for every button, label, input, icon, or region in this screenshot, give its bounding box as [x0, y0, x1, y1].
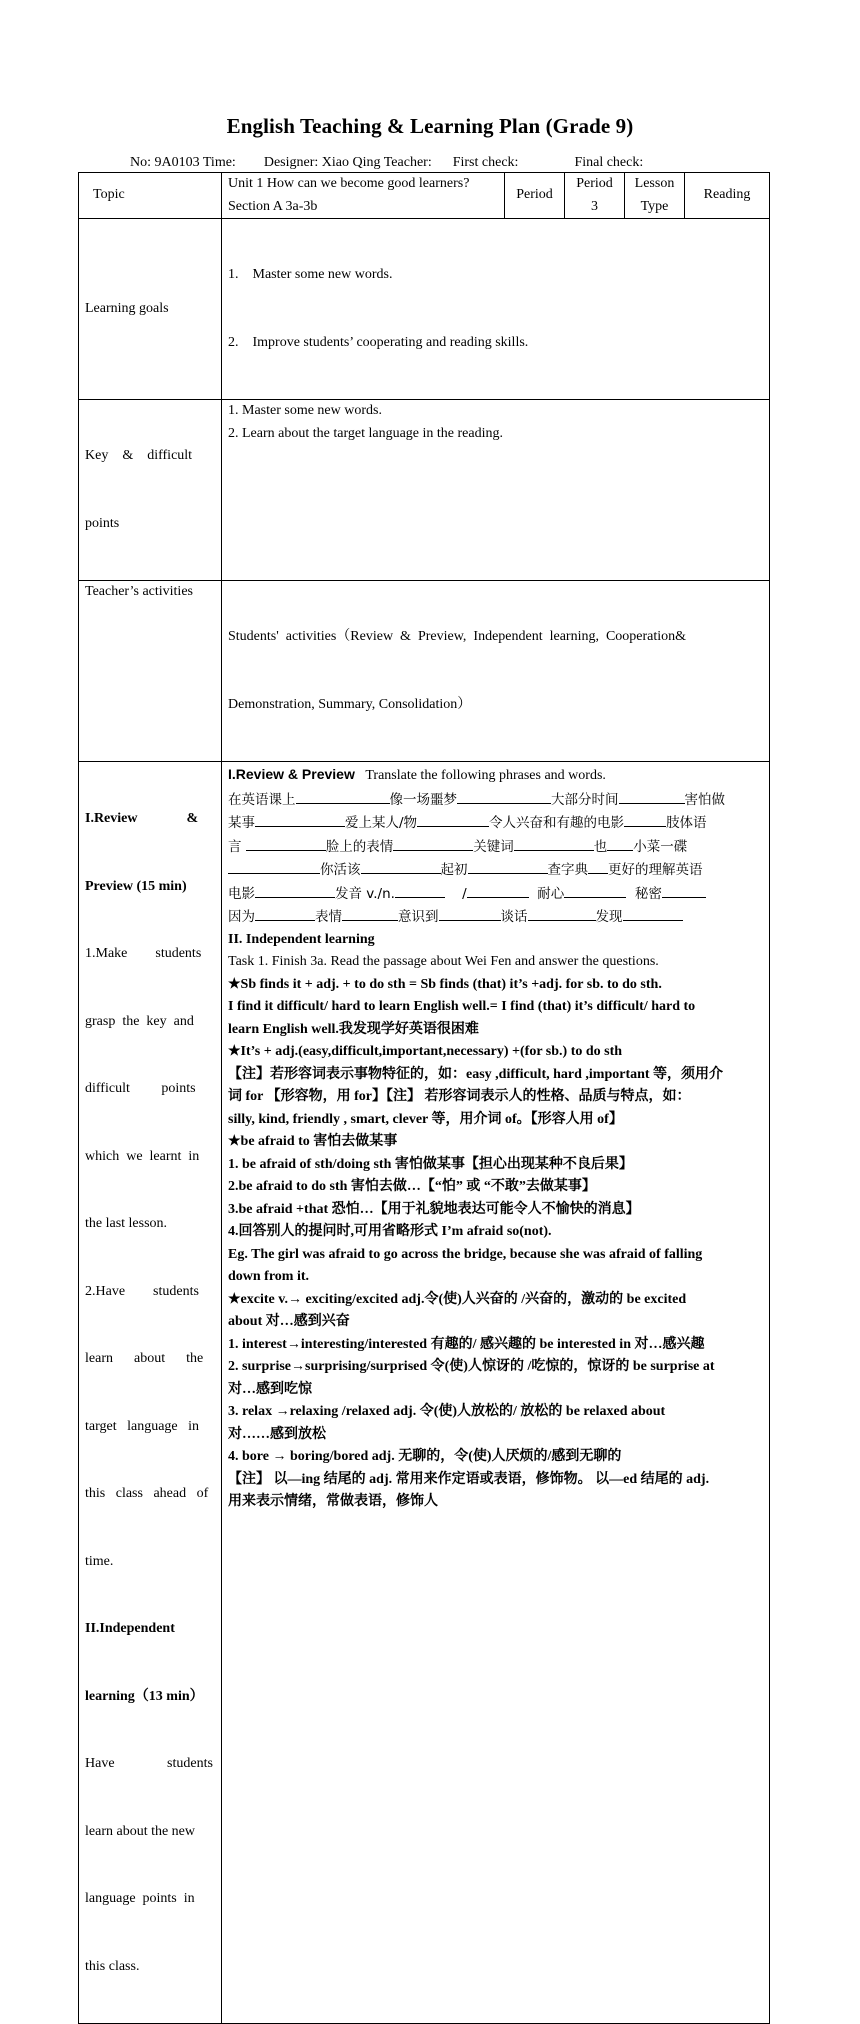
left-line: time. — [85, 1553, 114, 1569]
left-line: grasp the key and — [85, 1013, 194, 1029]
review-heading-line-2: Preview (15 min) — [85, 878, 187, 894]
answer-blank[interactable] — [417, 811, 489, 827]
phrase: 起初 — [440, 862, 468, 878]
phrase: 肢体语 — [666, 815, 707, 831]
phrase: 爱上某人/物 — [345, 815, 418, 831]
answer-blank[interactable] — [246, 835, 326, 851]
topic-row — [79, 173, 770, 219]
note-line: 4.回答别人的提问时,可用省略形式 I’m afraid so(not). — [228, 1224, 552, 1239]
key-point-item: 2. Learn about the target language in the reading. — [228, 425, 503, 441]
note-line: 3.be afraid +that 恐怕…【用于礼貌地表达可能令人不愉快的消息】 — [228, 1201, 640, 1217]
phrase: 言 — [228, 838, 242, 855]
meta-designer: Designer: Xiao Qing — [263, 155, 381, 170]
learning-goals-content — [222, 219, 770, 400]
review-line — [228, 763, 763, 788]
activities-header-row — [79, 581, 770, 762]
phrase: 在英语课上 — [228, 791, 296, 808]
answer-blank[interactable] — [255, 882, 335, 898]
key-points-content — [222, 400, 770, 581]
left-line: learn about the — [85, 1351, 204, 1366]
students-activities-column — [222, 762, 770, 2024]
phrase: 意识到 — [398, 909, 439, 925]
learning-goals-row — [79, 219, 770, 400]
note-line: 【注】若形容词表示事物特征的，如：easy ,difficult, hard ,important 等，须用介 — [228, 1066, 724, 1082]
period-value-line-1: Period — [576, 176, 613, 191]
phrase: 秘密 — [634, 885, 662, 902]
phrase: 因为 — [228, 909, 255, 925]
phrase: 像一场噩梦 — [389, 791, 457, 808]
phrase: 害怕做 — [684, 791, 725, 808]
answer-blank[interactable] — [361, 858, 441, 874]
note-line: 1. be afraid of sth/doing sth 害怕做某事【担心出现某种不良后果】 — [228, 1156, 633, 1172]
phrase: 小菜一碟 — [633, 838, 688, 855]
phrase: 也 — [593, 838, 608, 855]
note-line: learn English well.我发现学好英语很困难 — [228, 1021, 479, 1037]
phrase: 更好的理解英语 — [608, 862, 703, 878]
note-line: 对…感到吃惊 — [228, 1381, 312, 1397]
phrase: / — [462, 885, 467, 902]
meta-teacher: Teacher: — [383, 155, 432, 170]
meta-first-check: First check: — [452, 155, 519, 170]
phrase: 大部分时间 — [551, 791, 619, 808]
phrase-line — [228, 788, 763, 812]
topic-value — [222, 173, 505, 219]
meta-time: Time: — [202, 155, 236, 170]
key-points-label-line-2: points — [85, 515, 120, 531]
note-line: I find it difficult/ hard to learn English well.= I find (that) it’s difficult/ hard to — [228, 999, 696, 1014]
independent-heading-line-1: II.Independent — [85, 1621, 175, 1636]
left-line: 2.Have students — [85, 1283, 199, 1299]
phrase: 某事 — [228, 815, 255, 831]
left-line: target language in — [85, 1418, 200, 1434]
answer-blank[interactable] — [662, 882, 706, 898]
answer-blank[interactable] — [607, 835, 633, 851]
lesson-plan-table — [78, 172, 770, 2024]
phrase: 脸上的表情 — [325, 838, 394, 855]
left-line: this class. — [85, 1958, 140, 1974]
phrase-line — [228, 811, 763, 835]
phrase: 谈话 — [500, 909, 528, 925]
main-content-row — [79, 762, 770, 2024]
period-label: Period — [505, 173, 565, 219]
note-line: silly, kind, friendly , smart, clever 等，用介词 of。【形容人用 of】 — [228, 1111, 623, 1127]
answer-blank[interactable] — [439, 905, 501, 921]
phrase-line — [228, 882, 763, 906]
note-line: 词 for 【形容物，用 for】【注】 若形容词表示人的性格、品质与特点，如： — [228, 1089, 691, 1104]
answer-blank[interactable] — [564, 882, 626, 898]
task-1: Task 1. Finish 3a. Read the passage about Wei Fen and answer the questions. — [228, 954, 659, 969]
note-line: 3. relax →relaxing /relaxed adj. 令(使)人放松的/ 放松的 be relaxed about — [228, 1404, 666, 1419]
independent-learning-heading: II. Independent learning — [228, 931, 375, 947]
note-line: 对……感到放松 — [228, 1426, 326, 1442]
period-value-line-2: 3 — [591, 198, 598, 214]
phrase-line — [228, 905, 763, 929]
left-line: difficult points — [85, 1081, 196, 1096]
phrase: 令人兴奋和有趣的电影 — [489, 815, 625, 831]
lesson-type-line-1: Lesson — [634, 176, 675, 191]
phrase: 你活该 — [320, 862, 361, 878]
review-preview-heading: I.Review & Preview — [228, 766, 355, 782]
left-line: language points in — [85, 1891, 195, 1906]
phrase: 表情 — [315, 909, 342, 925]
left-line: this class ahead of — [85, 1486, 209, 1501]
key-point-item: 1. Master some new words. — [228, 403, 382, 418]
answer-blank[interactable] — [228, 858, 320, 874]
answer-blank[interactable] — [514, 835, 594, 851]
key-points-row — [79, 400, 770, 581]
review-instruction: Translate the following phrases and words. — [365, 768, 606, 783]
answer-blank[interactable] — [255, 811, 345, 827]
meta-no: No: 9A0103 — [130, 155, 200, 170]
note-line: 4. bore → boring/bored adj. 无聊的，令(使)人厌烦的/感到无聊的 — [228, 1449, 622, 1464]
key-points-label — [79, 400, 222, 581]
note-line: about 对…感到兴奋 — [228, 1314, 350, 1329]
lesson-type-value: Reading — [685, 173, 770, 219]
key-points-label-line-1: Key & difficult — [85, 448, 193, 463]
answer-blank[interactable] — [395, 882, 445, 898]
answer-blank[interactable] — [468, 858, 548, 874]
note-line: 【注】 以—ing 结尾的 adj. 常用来作定语或表语，修饰物。 以—ed 结尾的 adj. — [228, 1471, 710, 1487]
answer-blank[interactable] — [619, 788, 685, 804]
phrase: 发现 — [595, 909, 623, 925]
answer-blank[interactable] — [623, 905, 683, 921]
page-title: English Teaching & Learning Plan (Grade 9) — [226, 114, 634, 138]
lesson-type-label — [625, 173, 685, 219]
phrase-line — [228, 835, 763, 859]
answer-blank[interactable] — [624, 811, 666, 827]
left-line: Have students — [85, 1756, 213, 1771]
answer-blank[interactable] — [467, 882, 529, 898]
meta-line — [130, 155, 643, 171]
phrase: 发音 v./n. — [335, 885, 395, 902]
note-line: ★Sb finds it + adj. + to do sth = Sb finds (that) it’s +adj. for sb. to do sth. — [228, 976, 662, 992]
teacher-activities-label: Teacher’s activities — [79, 581, 222, 762]
topic-label: Topic — [79, 173, 222, 219]
answer-blank[interactable] — [342, 905, 398, 921]
learning-goal-item: 1. Master some new words. — [228, 267, 393, 282]
note-line: ★be afraid to 害怕去做某事 — [228, 1134, 398, 1149]
phrase: 查字典 — [547, 862, 588, 878]
students-activities-line-2: Demonstration, Summary, Consolidation） — [228, 696, 472, 712]
left-line: learn about the new — [85, 1823, 196, 1839]
answer-blank[interactable] — [296, 788, 390, 804]
phrase-line — [228, 858, 763, 882]
note-line: 用来表示情绪，常做表语，修饰人 — [228, 1494, 438, 1509]
phrase: 耐心 — [537, 885, 565, 902]
lesson-type-line-2: Type — [640, 198, 669, 214]
phrase: 电影 — [228, 885, 255, 902]
topic-line-2: Section A 3a-3b — [228, 198, 318, 214]
left-line: which we learnt in — [85, 1148, 200, 1164]
period-value — [565, 173, 625, 219]
note-line: ★It’s + adj.(easy,difficult,important,necessary) +(for sb.) to do sth — [228, 1044, 623, 1059]
left-line: 1.Make students — [85, 946, 202, 961]
learning-goal-item: 2. Improve students’ cooperating and reading skills. — [228, 334, 529, 350]
answer-blank[interactable] — [457, 788, 551, 804]
review-heading-line-1: I.Review & — [85, 811, 199, 826]
learning-goals-label: Learning goals — [79, 219, 222, 400]
answer-blank[interactable] — [393, 835, 473, 851]
answer-blank[interactable] — [588, 858, 608, 874]
students-activities-label — [222, 581, 770, 762]
students-activities-line-1: Students' activities（Review & Preview, Independent learning, Cooperation& — [228, 629, 687, 644]
note-line: down from it. — [228, 1269, 310, 1284]
answer-blank[interactable] — [528, 905, 596, 921]
topic-line-1: Unit 1 How can we become good learners? — [228, 176, 470, 191]
note-line: Eg. The girl was afraid to go across the bridge, because she was afraid of falling — [228, 1246, 703, 1262]
note-line: 2.be afraid to do sth 害怕去做…【“怕” 或 “不敢”去做某事】 — [228, 1179, 596, 1194]
note-line: ★excite v.→ exciting/excited adj.令(使)人兴奋的 /兴奋的，激动的 be excited — [228, 1291, 687, 1307]
answer-blank[interactable] — [255, 905, 315, 921]
phrase: 关键词 — [473, 838, 514, 855]
note-line: 1. interest→interesting/interested 有趣的/ 感兴趣的 be interested in 对…感兴趣 — [228, 1336, 705, 1352]
meta-final-check: Final check: — [574, 155, 644, 170]
left-line: the last lesson. — [85, 1216, 168, 1231]
teacher-activities-column — [79, 762, 222, 2024]
independent-heading-line-2: learning（13 min） — [85, 1688, 204, 1704]
note-line: 2. surprise→surprising/surprised 令(使)人惊讶的 /吃惊的，惊讶的 be surprise at — [228, 1359, 715, 1374]
